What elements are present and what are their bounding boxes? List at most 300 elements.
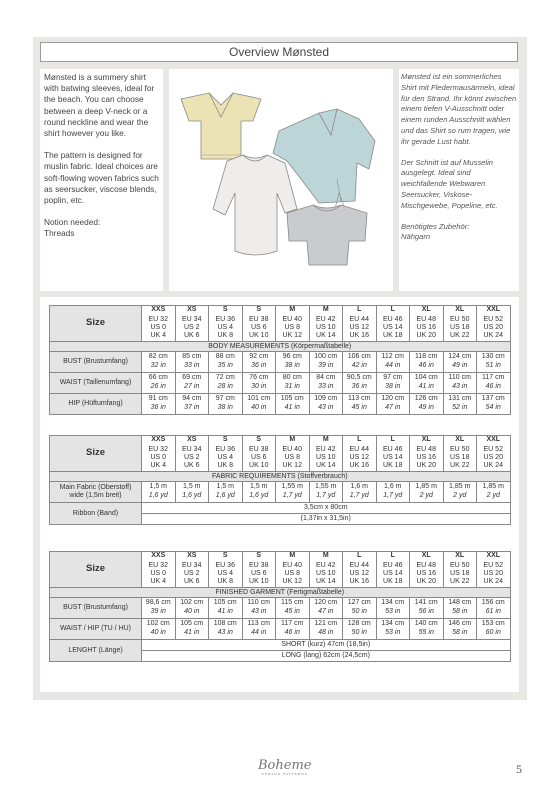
value-in: 42 in (351, 362, 367, 369)
measurement-value (276, 373, 310, 394)
value-in: 53 in (385, 629, 401, 636)
size-name: L (376, 436, 410, 446)
value-cm: 126 cm (414, 395, 438, 403)
value-in: 35 in (217, 362, 233, 369)
value-m: 1,5 m (216, 483, 234, 491)
size-name: L (343, 436, 377, 446)
garment-sketches (169, 69, 393, 291)
value-in: 44 in (385, 362, 401, 369)
measurement-label: BUST (Brustumfang) (50, 598, 142, 619)
measurement-value (142, 394, 176, 415)
value-cm: 104 cm (414, 374, 438, 382)
body-measurements-header: BODY MEASUREMENTS (Körpermaßtabelle) (50, 342, 511, 352)
value-cm: 76 cm (249, 374, 269, 382)
size-name: XS (175, 552, 209, 562)
value-in: 43 in (251, 608, 267, 615)
length-long: LONG (lang) 62cm (24,5cm) (142, 651, 511, 662)
size-codes: EU 34 US 2 UK 6 (175, 446, 209, 472)
value-in: 50 in (351, 629, 367, 636)
measurement-value (343, 619, 377, 640)
measurement-value (142, 619, 176, 640)
measurement-value (309, 619, 343, 640)
value-in: 27 in (184, 383, 200, 390)
yellow-vneck-top (181, 93, 261, 159)
measurement-value (343, 352, 377, 373)
size-name: XXS (142, 436, 176, 446)
measurement-label: WAIST / HIP (TU / HU) (50, 619, 142, 640)
fabric-value (477, 482, 511, 503)
fabric-value (410, 482, 444, 503)
size-name: L (376, 552, 410, 562)
size-name: M (276, 306, 310, 316)
size-name: M (309, 552, 343, 562)
value-in: 26 in (150, 383, 166, 390)
measurement-value (376, 598, 410, 619)
size-codes: EU 40 US 8 UK 12 (276, 446, 310, 472)
size-name: L (343, 552, 377, 562)
value-yd: 2 yd (453, 492, 467, 499)
size-name: S (209, 552, 243, 562)
fabric-value (309, 482, 343, 503)
value-cm: 113 cm (348, 395, 371, 403)
value-cm: 98,6 cm (145, 599, 171, 607)
value-in: 41 in (418, 383, 434, 390)
value-yd: 2 yd (419, 492, 433, 499)
size-name: XS (175, 306, 209, 316)
value-in: 53 in (385, 608, 401, 615)
size-codes: EU 38 US 6 UK 10 (242, 316, 276, 342)
grey-round-top (287, 205, 367, 265)
size-name: XL (410, 436, 444, 446)
size-codes: EU 40 US 8 UK 12 (276, 562, 310, 588)
value-in: 47 in (318, 608, 334, 615)
ribbon-row (50, 503, 511, 514)
value-cm: 121 cm (314, 620, 338, 628)
value-in: 39 in (318, 362, 334, 369)
german-fabric: Der Schnitt ist auf Musselin ausgelegt. Ideal sind weichfallende Webwaren Seersucker, Viskose-Mischgewebe, Popeline, etc. (401, 157, 498, 210)
measurement-label: HIP (Hüftumfang) (50, 394, 142, 415)
measurement-value (175, 352, 209, 373)
value-yd: 1,7 yd (282, 492, 302, 499)
finished-garment-table (49, 551, 511, 662)
fabric-value (443, 482, 477, 503)
size-name: XXS (142, 552, 176, 562)
value-in: 32 in (150, 362, 166, 369)
value-in: 39 in (150, 608, 166, 615)
value-in: 41 in (184, 629, 200, 636)
fabric-value (276, 482, 310, 503)
value-in: 43 in (217, 629, 233, 636)
value-cm: 97 cm (215, 395, 235, 403)
value-cm: 130 cm (481, 353, 505, 361)
measurement-label: WAIST (Taillenumfang) (50, 373, 142, 394)
value-cm: 141 cm (414, 599, 438, 607)
page-title: Overview Mønsted (40, 42, 518, 62)
logo-tagline: SEWING PATTERNS (261, 772, 308, 776)
value-cm: 100 cm (314, 353, 338, 361)
size-codes: EU 44 US 12 UK 16 (343, 316, 377, 342)
size-name: S (242, 306, 276, 316)
value-yd: 1,7 yd (316, 492, 336, 499)
value-in: 40 in (251, 404, 267, 411)
size-name: S (209, 436, 243, 446)
measurement-value (477, 373, 511, 394)
size-name: M (309, 436, 343, 446)
size-codes: EU 36 US 4 UK 8 (209, 562, 243, 588)
value-in: 38 in (385, 383, 401, 390)
fabric-value (142, 482, 176, 503)
value-cm: 113 cm (247, 620, 270, 628)
value-m: 1,55 m (315, 483, 337, 491)
measurement-value (376, 352, 410, 373)
measurement-value (477, 352, 511, 373)
size-name: M (309, 306, 343, 316)
value-in: 58 in (452, 629, 468, 636)
value-in: 43 in (452, 383, 468, 390)
value-cm: 117 cm (482, 374, 505, 382)
value-yd: 2 yd (486, 492, 500, 499)
boheme-logo (258, 758, 311, 776)
measurement-value (443, 598, 477, 619)
length-label: LENGHT (Länge) (50, 640, 142, 662)
value-in: 49 in (418, 404, 434, 411)
value-yd: 1,6 yd (249, 492, 269, 499)
white-round-top (213, 155, 297, 255)
measurement-value (209, 373, 243, 394)
size-name: XL (443, 552, 477, 562)
value-yd: 1,6 yd (148, 492, 168, 499)
value-m: 1,85 m (415, 483, 437, 491)
value-in: 60 in (485, 629, 501, 636)
value-cm: 84 cm (316, 374, 336, 382)
size-codes: EU 36 US 4 UK 8 (209, 316, 243, 342)
size-name: XL (410, 306, 444, 316)
measurement-value (376, 373, 410, 394)
size-name: L (376, 306, 410, 316)
value-cm: 128 cm (347, 620, 371, 628)
value-cm: 148 cm (448, 599, 472, 607)
size-codes: EU 46 US 14 UK 18 (376, 316, 410, 342)
value-in: 28 in (217, 383, 233, 390)
value-m: 1,5 m (182, 483, 201, 491)
size-name: M (276, 552, 310, 562)
measurement-value (242, 394, 276, 415)
value-in: 43 in (318, 404, 334, 411)
value-cm: 85 cm (182, 353, 202, 361)
fabric-value (242, 482, 276, 503)
size-codes: EU 36 US 4 UK 8 (209, 446, 243, 472)
value-cm: 105 cm (180, 620, 204, 628)
value-cm: 156 cm (481, 599, 505, 607)
value-in: 50 in (351, 608, 367, 615)
fabric-requirements-table (49, 435, 511, 525)
size-codes: EU 48 US 16 UK 20 (410, 562, 444, 588)
value-cm: 90,5 cm (346, 374, 372, 382)
value-cm: 120 cm (314, 599, 338, 607)
size-codes: EU 40 US 8 UK 12 (276, 316, 310, 342)
measurement-value (477, 598, 511, 619)
value-cm: 105 cm (280, 395, 304, 403)
size-codes: EU 44 US 12 UK 16 (343, 446, 377, 472)
value-m: 1,5 m (249, 483, 268, 491)
value-in: 51 in (485, 362, 501, 369)
measurement-value (242, 373, 276, 394)
value-yd: 1,7 yd (383, 492, 403, 499)
size-codes: EU 42 US 10 UK 14 (309, 446, 343, 472)
fabric-value (343, 482, 377, 503)
value-m: 1,85 m (449, 483, 471, 491)
measurement-value (242, 598, 276, 619)
measurement-value (410, 394, 444, 415)
size-name-row (50, 552, 511, 562)
value-in: 45 in (351, 404, 367, 411)
size-name: S (242, 552, 276, 562)
value-in: 40 in (184, 608, 200, 615)
measurement-row (50, 598, 511, 619)
value-in: 40 in (150, 629, 166, 636)
finished-garment-header: FINISHED GARMENT (Fertigmaßtabelle) (50, 588, 511, 598)
size-name: XL (410, 552, 444, 562)
value-in: 33 in (184, 362, 200, 369)
value-in: 52 in (452, 404, 468, 411)
measurement-value (276, 619, 310, 640)
value-cm: 110 cm (448, 374, 471, 382)
measurement-value (175, 394, 209, 415)
value-m: 1,55 m (281, 483, 303, 491)
size-codes: EU 52 US 20 UK 24 (477, 446, 511, 472)
measurement-value (410, 352, 444, 373)
size-codes: EU 42 US 10 UK 14 (309, 316, 343, 342)
measurement-value (410, 619, 444, 640)
main-fabric-label: Main Fabric (Oberstoff) wide (1,5m breit) (50, 482, 142, 503)
size-codes: EU 38 US 6 UK 10 (242, 446, 276, 472)
fabric-value (376, 482, 410, 503)
measurement-value (443, 619, 477, 640)
size-name: L (343, 306, 377, 316)
value-m: 1,6 m (350, 483, 368, 491)
value-cm: 137 cm (481, 395, 505, 403)
measurement-value (142, 373, 176, 394)
value-cm: 102 cm (146, 620, 170, 628)
value-m: 1,6 m (383, 483, 402, 491)
value-in: 61 in (485, 608, 501, 615)
measurement-value (276, 598, 310, 619)
size-name: XXS (142, 306, 176, 316)
measurement-value (343, 373, 377, 394)
measurement-value (443, 352, 477, 373)
value-in: 54 in (485, 404, 501, 411)
english-notions: Notion needed: Threads (44, 217, 101, 239)
measurement-value (209, 394, 243, 415)
size-name: XXL (477, 436, 511, 446)
value-cm: 140 cm (414, 620, 438, 628)
value-cm: 124 cm (448, 353, 472, 361)
value-in: 31 in (284, 383, 300, 390)
value-yd: 1,7 yd (349, 492, 369, 499)
value-in: 36 in (150, 404, 166, 411)
measurement-value (343, 598, 377, 619)
measurement-value (443, 394, 477, 415)
value-in: 56 in (418, 608, 434, 615)
main-fabric-row (50, 482, 511, 503)
size-codes: EU 50 US 18 UK 22 (443, 446, 477, 472)
value-in: 38 in (284, 362, 300, 369)
size-codes: EU 52 US 20 UK 24 (477, 562, 511, 588)
value-cm: 69 cm (182, 374, 202, 382)
german-description (399, 69, 519, 291)
value-m: 1,5 m (149, 483, 167, 491)
value-in: 41 in (284, 404, 300, 411)
value-cm: 94 cm (182, 395, 202, 403)
size-tables (40, 297, 519, 692)
ribbon-in: (1,37in x 31,5in) (142, 514, 511, 525)
value-cm: 153 cm (481, 620, 505, 628)
logo-name: Boheme (258, 758, 312, 773)
section-header-row (50, 472, 511, 482)
size-codes: EU 34 US 2 UK 6 (175, 316, 209, 342)
measurement-value (209, 598, 243, 619)
value-cm: 102 cm (180, 599, 204, 607)
size-codes: EU 34 US 2 UK 6 (175, 562, 209, 588)
value-cm: 105 cm (213, 599, 237, 607)
value-cm: 101 cm (247, 395, 271, 403)
english-fabric: The pattern is designed for muslin fabric. Ideal choices are soft-flowing woven fabrics such as seersucker, viscose blends, poplin, etc. (44, 150, 159, 206)
value-cm: 134 cm (381, 599, 405, 607)
size-label: Size (50, 306, 142, 342)
english-description (40, 69, 163, 291)
value-in: 49 in (452, 362, 468, 369)
size-name: S (242, 436, 276, 446)
value-cm: 134 cm (381, 620, 405, 628)
value-cm: 72 cm (215, 374, 235, 382)
length-short-row (50, 640, 511, 651)
value-yd: 1,6 yd (215, 492, 235, 499)
size-codes: EU 50 US 18 UK 22 (443, 562, 477, 588)
section-header-row (50, 342, 511, 352)
measurement-value (175, 373, 209, 394)
size-codes: EU 48 US 16 UK 20 (410, 316, 444, 342)
value-in: 47 in (385, 404, 401, 411)
measurement-row (50, 394, 511, 415)
value-cm: 127 cm (347, 599, 371, 607)
measurement-value (276, 352, 310, 373)
size-codes: EU 38 US 6 UK 10 (242, 562, 276, 588)
size-codes: EU 46 US 14 UK 18 (376, 562, 410, 588)
value-cm: 131 cm (448, 395, 472, 403)
value-cm: 120 cm (381, 395, 405, 403)
size-name-row (50, 306, 511, 316)
size-codes: EU 46 US 14 UK 18 (376, 446, 410, 472)
measurement-value (276, 394, 310, 415)
measurement-value (242, 619, 276, 640)
page-number: 5 (516, 762, 522, 776)
measurement-value (343, 394, 377, 415)
value-cm: 109 cm (314, 395, 338, 403)
value-cm: 66 cm (148, 374, 168, 382)
size-name: XL (443, 306, 477, 316)
size-codes: EU 50 US 18 UK 22 (443, 316, 477, 342)
size-label: Size (50, 436, 142, 472)
value-in: 46 in (485, 383, 501, 390)
value-cm: 91 cm (148, 395, 168, 403)
value-yd: 1,6 yd (182, 492, 202, 499)
measurement-value (376, 619, 410, 640)
size-codes: EU 48 US 16 UK 20 (410, 446, 444, 472)
size-name: M (276, 436, 310, 446)
value-cm: 112 cm (381, 353, 404, 361)
measurement-value (443, 373, 477, 394)
measurement-value (142, 598, 176, 619)
value-in: 55 in (418, 629, 434, 636)
garment-illustration (169, 69, 393, 291)
size-name: S (209, 306, 243, 316)
value-in: 38 in (217, 404, 233, 411)
value-in: 41 in (217, 608, 233, 615)
value-cm: 88 cm (215, 353, 235, 361)
fabric-requirements-header: FABRIC REQUIREMENTS (Stoffverbrauch) (50, 472, 511, 482)
measurement-row (50, 619, 511, 640)
fabric-value (175, 482, 209, 503)
value-in: 58 in (452, 608, 468, 615)
measurement-value (209, 352, 243, 373)
size-name: XS (175, 436, 209, 446)
value-in: 46 in (418, 362, 434, 369)
measurement-value (477, 619, 511, 640)
value-cm: 92 cm (249, 353, 269, 361)
value-in: 36 in (251, 362, 267, 369)
size-codes: EU 32 US 0 UK 4 (142, 446, 176, 472)
measurement-value (410, 598, 444, 619)
overview-panel (33, 37, 527, 700)
value-in: 44 in (251, 629, 267, 636)
measurement-value (309, 373, 343, 394)
measurement-row (50, 373, 511, 394)
value-cm: 97 cm (383, 374, 403, 382)
english-intro: Mønsted is a summery shirt with batwing sleeves, ideal for the beach. You can choose between a deep V-neck or a round neckline and wear the shirt however you like. (44, 72, 155, 139)
ribbon-cm: 3,5cm x 80cm (142, 503, 511, 514)
measurement-value (175, 619, 209, 640)
measurement-value (309, 598, 343, 619)
measurement-value (209, 619, 243, 640)
measurement-value (309, 394, 343, 415)
size-label: Size (50, 552, 142, 588)
measurement-value (376, 394, 410, 415)
measurement-value (410, 373, 444, 394)
size-name-row (50, 436, 511, 446)
measurement-value (142, 352, 176, 373)
value-cm: 115 cm (281, 599, 304, 607)
value-cm: 117 cm (281, 620, 304, 628)
measurement-value (477, 394, 511, 415)
value-cm: 106 cm (347, 353, 371, 361)
value-in: 46 in (284, 629, 300, 636)
size-codes: EU 32 US 0 UK 4 (142, 562, 176, 588)
value-cm: 82 cm (148, 353, 168, 361)
size-codes: EU 44 US 12 UK 16 (343, 562, 377, 588)
size-codes: EU 42 US 10 UK 14 (309, 562, 343, 588)
value-in: 37 in (184, 404, 200, 411)
measurement-row (50, 352, 511, 373)
value-cm: 96 cm (282, 353, 302, 361)
size-codes: EU 52 US 20 UK 24 (477, 316, 511, 342)
german-intro: Mønsted ist ein sommerliches Shirt mit Fledermausärmeln, ideal für den Strand. Ihr könnt zwischen einem tiefen V-Ausschnitt oder einem runden Ausschnitt wählen und das Shirt so rum tragen, wie ihr gerade Lust habt. (401, 72, 517, 146)
size-name: XXL (477, 552, 511, 562)
value-in: 33 in (318, 383, 334, 390)
length-short: SHORT (kurz) 47cm (18,5in) (142, 640, 511, 651)
value-cm: 118 cm (415, 353, 438, 361)
measurement-label: BUST (Brustumfang) (50, 352, 142, 373)
size-codes: EU 32 US 0 UK 4 (142, 316, 176, 342)
